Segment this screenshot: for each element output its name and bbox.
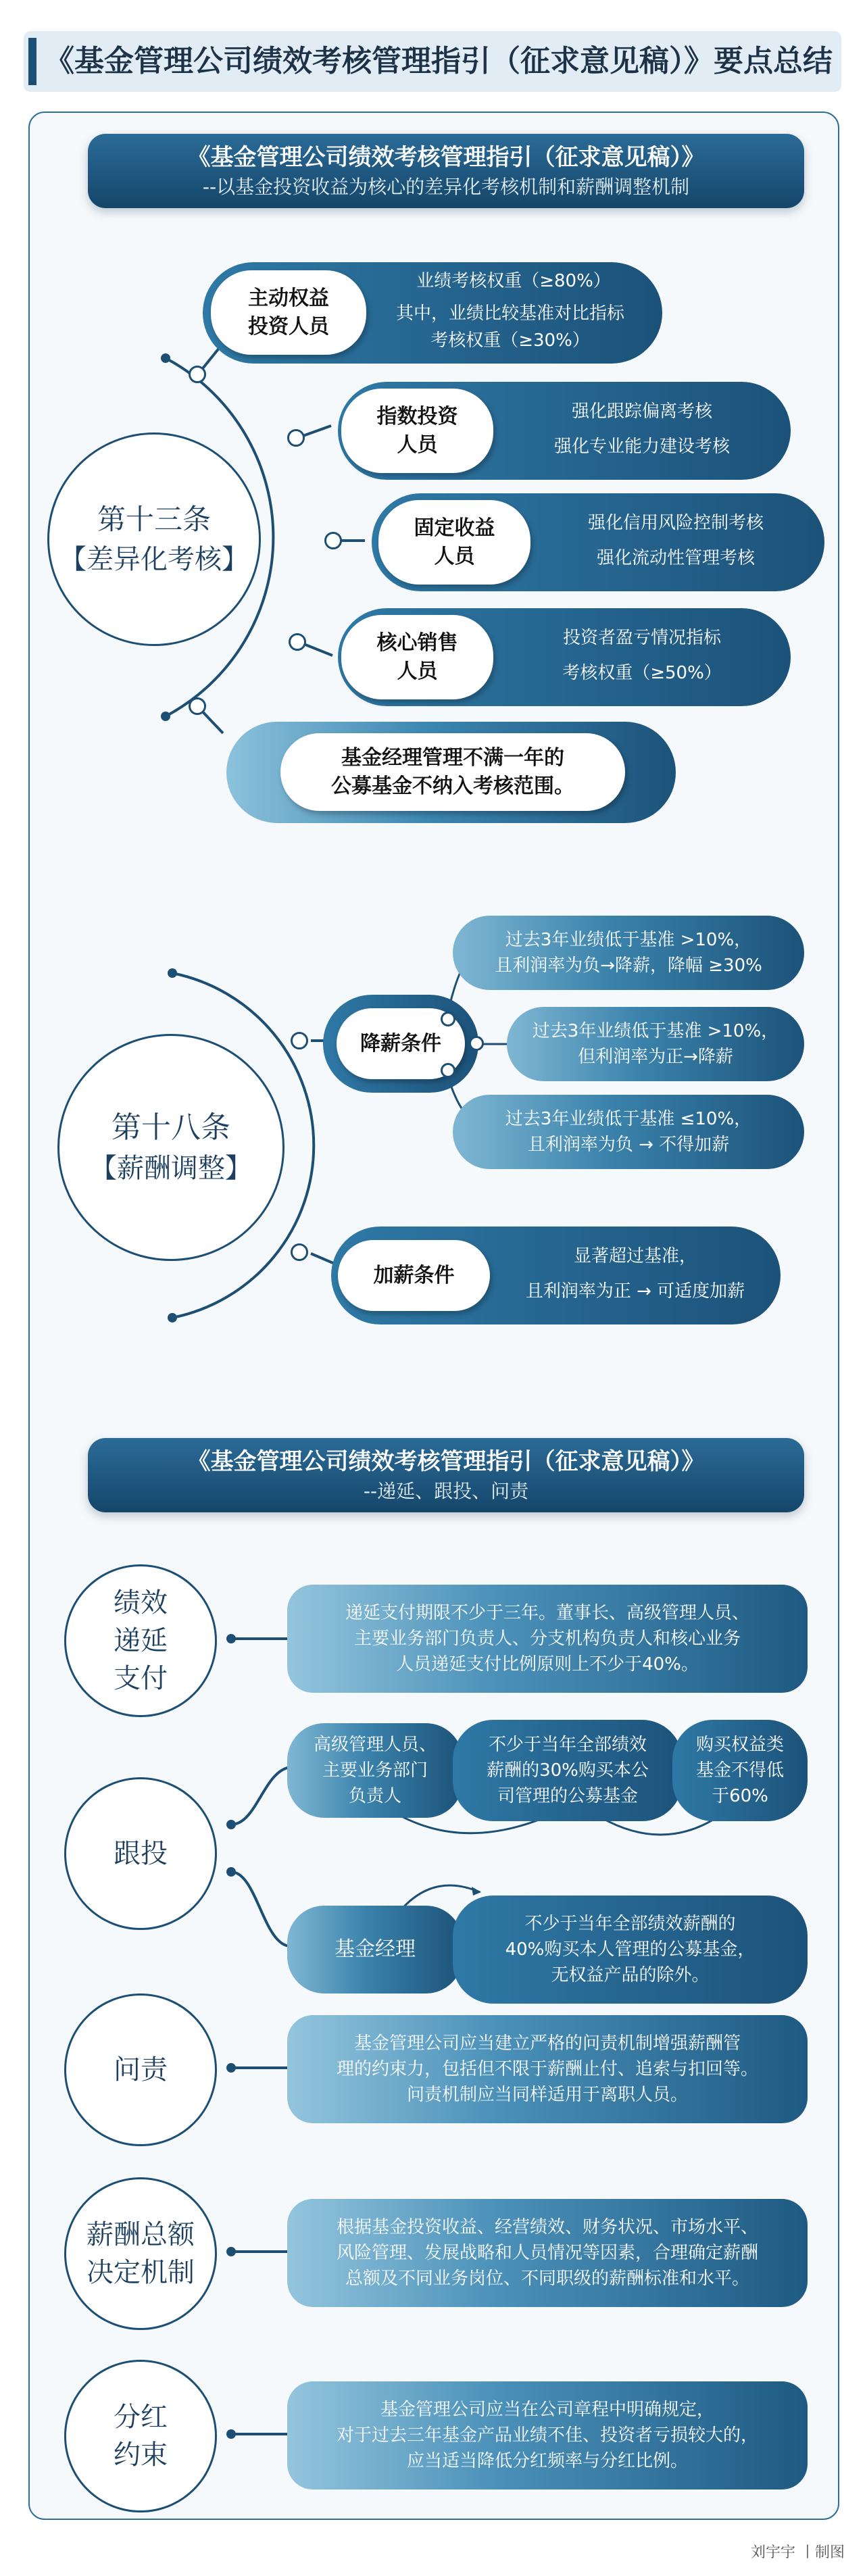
total-pay-line3: 总额及不同业务岗位、不同职级的薪酬标准和水平。 — [345, 2269, 749, 2289]
accountability-label: 问责 — [114, 2054, 168, 2085]
index-label-line1: 指数投资 — [376, 404, 458, 428]
cut-node-1 — [441, 1012, 455, 1026]
section1-banner — [88, 134, 804, 208]
cut-condition-1-line2: 且利润率为负→降薪，降幅 ≥30% — [495, 956, 762, 976]
article18-circle — [57, 1034, 285, 1261]
cut-node-3 — [441, 1063, 455, 1078]
exec-rule-line2: 薪酬的30%购买本公 — [487, 1760, 649, 1781]
manager-rule-line3: 无权益产品的除外。 — [551, 1965, 710, 1985]
arc2-node-cut — [291, 1032, 308, 1049]
deferral-line1: 递延支付期限不少于三年。董事长、高级管理人员、 — [345, 1603, 749, 1623]
arc-node-1 — [189, 366, 206, 383]
cut-condition-3-line2: 且利润率为负 → 不得加薪 — [527, 1135, 730, 1155]
deferral-dot — [226, 1634, 236, 1643]
cut-node-2 — [469, 1036, 484, 1051]
article18-topic: 【薪酬调整】 — [90, 1153, 252, 1184]
deferral-line3: 人员递延支付比例原则上不少于40%。 — [396, 1654, 699, 1675]
manager-rule-line1: 不少于当年全部绩效薪酬的 — [524, 1914, 736, 1934]
sales-label-line2: 人员 — [397, 659, 438, 683]
exclusion-note-line1: 基金经理管理不满一年的 — [341, 745, 564, 770]
section3-banner — [88, 1438, 804, 1512]
accountability-line2: 理的约束力，包括但不限于薪酬止付、追索与扣回等。 — [336, 2059, 758, 2079]
sales-label-line1: 核心销售 — [376, 630, 458, 655]
exclusion-note — [280, 733, 625, 811]
fixed-income-text-1: 强化信用风险控制考核 — [587, 513, 764, 533]
cut-condition-2-line2: 但利润率为正→降薪 — [578, 1047, 733, 1067]
equity-benchmark-weight: 考核权重（≥30%） — [430, 330, 590, 351]
deferral-circle — [64, 1564, 217, 1717]
arc-node-4 — [289, 633, 306, 651]
dividend-dot — [226, 2429, 236, 2439]
article13-circle — [47, 432, 261, 646]
total-pay-text-box — [287, 2199, 808, 2307]
exec-rule-line1: 不少于当年全部绩效 — [488, 1735, 647, 1755]
footer-credit: 刘宇宇 丨制图 — [751, 2544, 845, 2561]
cut-condition-1-line1: 过去3年业绩低于基准 >10%， — [505, 930, 752, 950]
coinvest-dot-lower — [226, 1867, 236, 1877]
sales-text-1: 投资者盈亏情况指标 — [562, 628, 721, 648]
fixed-income-text-2: 强化流动性管理考核 — [596, 548, 755, 568]
coinvest-exec-rule — [453, 1720, 683, 1821]
index-label-line2: 人员 — [397, 432, 438, 457]
fixed-income-label-line2: 人员 — [434, 544, 475, 568]
dividend-label-line1: 分红 — [114, 2402, 168, 2433]
section1-subtitle: --以基金投资收益为核心的差异化考核机制和薪酬调整机制 — [202, 176, 690, 198]
dividend-line3: 应当适当降低分红频率与分红比例。 — [406, 2451, 688, 2471]
accountability-dot — [226, 2063, 236, 2073]
equity-label — [211, 270, 366, 355]
total-pay-circle — [64, 2177, 217, 2330]
arc-node-3 — [324, 532, 342, 549]
deferral-line2: 主要业务部门负责人、分支机构负责人和核心业务 — [353, 1629, 741, 1649]
exec-line2: 主要业务部门 — [322, 1760, 428, 1781]
arc2-dot-bottom — [168, 1313, 177, 1322]
coinvest-circle — [64, 1777, 217, 1930]
manager-rule-line2: 40%购买本人管理的公募基金， — [505, 1939, 756, 1960]
arc2-dot-top — [168, 968, 177, 978]
dividend-text-box — [287, 2381, 808, 2490]
fixed-income-label — [378, 500, 530, 585]
article13-number: 第十三条 — [97, 503, 211, 536]
coinvest-dot-upper — [226, 1820, 236, 1829]
connector-coinvest-exec — [231, 1767, 291, 1825]
coinvest-manager-rule — [453, 1896, 808, 2004]
sales-text-2: 考核权重（≥50%） — [562, 663, 722, 683]
accountability-line1: 基金管理公司应当建立严格的问责机制增强薪酬管 — [353, 2033, 741, 2054]
article18-number: 第十八条 — [112, 1110, 230, 1145]
cut-condition-2 — [507, 1007, 804, 1081]
arc-node-2 — [287, 429, 305, 447]
arc2-node-raise — [291, 1243, 308, 1261]
equity-label-line2: 投资人员 — [248, 314, 329, 339]
equity-benchmark-text: 其中，业绩比较基准对比指标 — [395, 303, 624, 324]
section3-title: 《基金管理公司绩效考核管理指引（征求意见稿）》 — [187, 1448, 705, 1475]
dividend-circle — [64, 2360, 217, 2512]
dividend-label-line2: 约束 — [114, 2439, 168, 2471]
exec-line3: 负责人 — [348, 1786, 401, 1806]
pay-cut-label: 降薪条件 — [337, 1008, 465, 1079]
deferral-label-line1: 绩效 — [114, 1587, 168, 1618]
arc-dot-bottom — [161, 712, 170, 721]
manager-label: 基金经理 — [335, 1937, 416, 1961]
article13-topic: 【差异化考核】 — [59, 544, 249, 575]
accountability-line3: 问责机制应当同样适用于离职人员。 — [406, 2085, 688, 2105]
dividend-line1: 基金管理公司应当在公司章程中明确规定， — [380, 2400, 714, 2420]
equity-rule-line2: 基金不得低 — [695, 1760, 784, 1781]
accountability-text-box — [287, 2015, 808, 2123]
section1-title: 《基金管理公司绩效考核管理指引（征求意见稿）》 — [187, 144, 705, 171]
connector-coinvest-manager — [231, 1872, 291, 1946]
equity-rule-line3: 于60% — [712, 1786, 768, 1806]
total-pay-line1: 根据基金投资收益、经营绩效、财务状况、市场水平、 — [336, 2217, 758, 2237]
connector-a18-raise — [311, 1254, 335, 1264]
raise-text-line2: 且利润率为正 → 可适度加薪 — [525, 1281, 745, 1302]
raise-text-line1: 显著超过基准， — [573, 1246, 697, 1266]
cut-condition-1 — [453, 916, 804, 990]
exec-rule-line3: 司管理的公募基金 — [497, 1786, 638, 1806]
exec-line1: 高级管理人员、 — [313, 1735, 437, 1755]
pay-raise-label: 加薪条件 — [338, 1240, 490, 1311]
section3-subtitle: --递延、跟投、问责 — [363, 1480, 529, 1502]
deferral-text-box — [287, 1585, 808, 1693]
coinvest-manager-box — [287, 1906, 463, 1993]
cut-condition-2-line1: 过去3年业绩低于基准 >10%， — [532, 1021, 779, 1041]
total-pay-label-line1: 薪酬总额 — [86, 2219, 195, 2250]
arc-node-5 — [189, 697, 206, 715]
coinvest-label: 跟投 — [114, 1838, 168, 1869]
exclusion-note-line2: 公募基金不纳入考核范围。 — [331, 774, 574, 798]
dividend-line2: 对于过去三年基金产品业绩不佳、投资者亏损较大的， — [336, 2425, 758, 2446]
equity-label-line1: 主动权益 — [248, 286, 329, 310]
cut-condition-3-line1: 过去3年业绩低于基准 ≤10%， — [505, 1109, 752, 1129]
accountability-circle — [64, 1993, 217, 2146]
cut-condition-3 — [453, 1095, 804, 1169]
total-pay-label-line2: 决定机制 — [86, 2257, 195, 2288]
fixed-income-label-line1: 固定收益 — [414, 516, 495, 540]
coinvest-equity-rule — [672, 1720, 808, 1821]
arc-dot-top — [161, 353, 170, 363]
total-pay-line2: 风险管理、发展战略和人员情况等因素，合理确定薪酬 — [336, 2243, 758, 2263]
index-text-2: 强化专业能力建设考核 — [553, 437, 730, 457]
index-text-1: 强化跟踪偏离考核 — [571, 401, 712, 422]
page-title: 《基金管理公司绩效考核管理指引（征求意见稿）》要点总结 — [45, 44, 833, 78]
coinvest-exec-box — [287, 1723, 463, 1818]
equity-weight-text: 业绩考核权重（≥80%） — [416, 271, 611, 291]
sales-label — [341, 615, 493, 699]
equity-rule-line1: 购买权益类 — [695, 1735, 784, 1755]
deferral-label-line3: 支付 — [114, 1663, 168, 1694]
index-label — [341, 389, 493, 473]
deferral-label-line2: 递延 — [114, 1625, 168, 1656]
total-pay-dot — [226, 2247, 236, 2256]
